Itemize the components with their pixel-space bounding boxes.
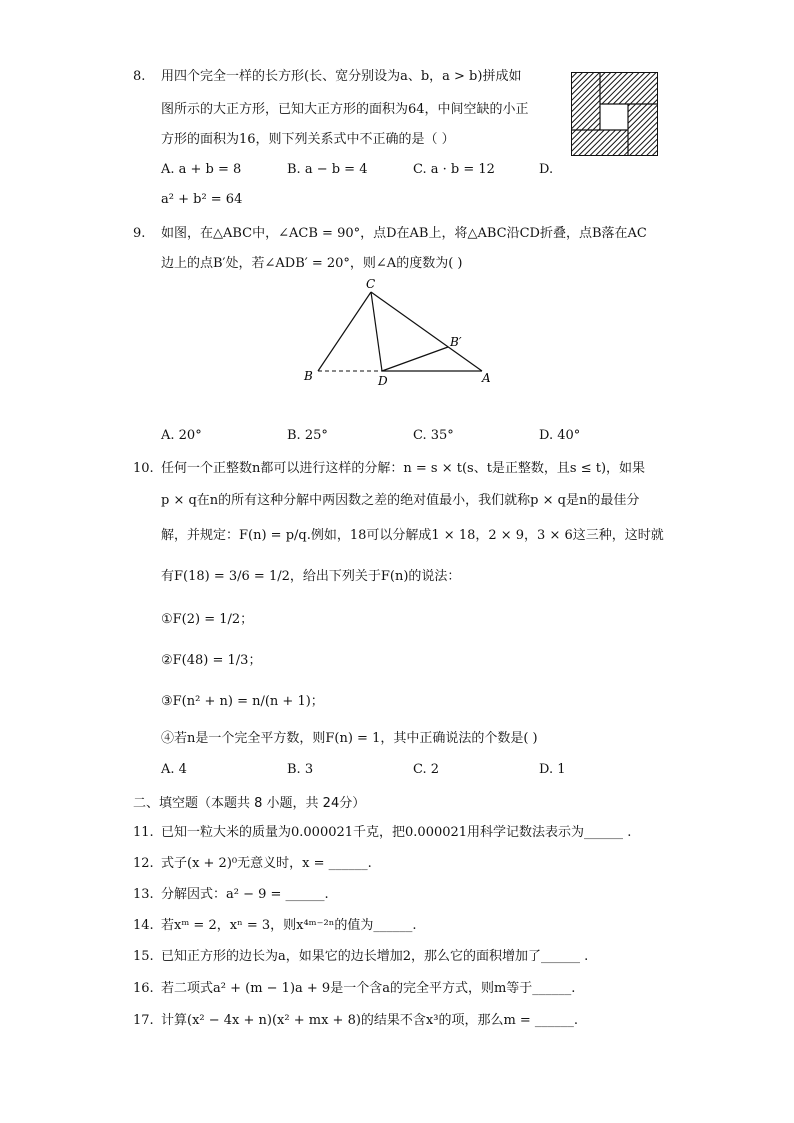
q10-option-a[interactable]: A. 4 [161, 762, 187, 777]
q10-line-2: p × q在n的所有这种分解中两因数之差的绝对值最小，我们就称p × q是n的最佳分 [161, 493, 640, 508]
fill-question-text: 式子(x + 2)⁰无意义时，x = ______. [161, 856, 372, 871]
q10-number: 10. [133, 461, 154, 476]
q8-option-c[interactable]: C. a · b = 12 [413, 162, 495, 177]
q8-option-b[interactable]: B. a − b = 4 [287, 162, 368, 177]
q8-number: 8. [133, 69, 146, 84]
q9-option-d[interactable]: D. 40° [539, 428, 581, 443]
fill-question-number: 11. [133, 825, 154, 840]
q9-option-a[interactable]: A. 20° [161, 428, 202, 443]
q10-option-b[interactable]: B. 3 [287, 762, 314, 777]
q10-line-1: 任何一个正整数n都可以进行这样的分解：n = s × t(s、t是正整数，且s ≤ t)，如果 [161, 461, 646, 476]
label-C: C [366, 277, 376, 291]
q9-line-1: 如图，在△ABC中，∠ACB = 90°，点D在AB上，将△ABC沿CD折叠，点B落在AC [161, 226, 647, 241]
q8-line-2: 图所示的大正方形，已知大正方形的面积为64，中间空缺的小正 [161, 102, 529, 117]
fill-question-number: 15. [133, 949, 154, 964]
label-B: B [304, 369, 313, 383]
q10-statement-4: ④若n是一个完全平方数，则F(n) = 1，其中正确说法的个数是( ) [161, 731, 538, 746]
fill-question-number: 16. [133, 981, 154, 996]
fill-question-text: 已知正方形的边长为a，如果它的边长增加2，那么它的面积增加了______ . [161, 949, 589, 964]
q9-line-2: 边上的点B′处，若∠ADB′ = 20°，则∠A的度数为( ) [161, 256, 463, 271]
segment-CD [371, 292, 382, 371]
q9-option-b[interactable]: B. 25° [287, 428, 328, 443]
label-B-prime: B′ [450, 335, 462, 349]
fill-question-text: 计算(x² − 4x + n)(x² + mx + 8)的结果不含x³的项，那么m = ______. [161, 1013, 579, 1028]
q10-option-d[interactable]: D. 1 [539, 762, 566, 777]
q10-statement-1: ①F(2) = 1/2； [161, 612, 254, 627]
fill-question-text: 若二项式a² + (m − 1)a + 9是一个含a的完全平方式，则m等于______. [161, 981, 576, 996]
fill-question-text: 若xᵐ = 2，xⁿ = 3，则x⁴ᵐ⁻²ⁿ的值为______. [161, 918, 417, 933]
q10-line-4: 有F(18) = 3/6 = 1/2，给出下列关于F(n)的说法： [161, 569, 461, 584]
q9-option-c[interactable]: C. 35° [413, 428, 454, 443]
q10-line-3: 解，并规定：F(n) = p/q.例如，18可以分解成1 × 18，2 × 9，3 × 6这三种，这时就 [161, 528, 664, 543]
segment-DB-prime [382, 347, 448, 371]
fill-question-number: 17. [133, 1013, 154, 1028]
fill-question-number: 13. [133, 887, 154, 902]
section-heading-fill-in: 二、填空题（本题共 8 小题，共 24分） [133, 796, 366, 811]
q8-square-figure [571, 72, 658, 156]
q8-option-a[interactable]: A. a + b = 8 [161, 162, 242, 177]
q10-statement-3: ③F(n² + n) = n/(n + 1)； [161, 694, 324, 709]
segment-CB [318, 292, 371, 371]
label-D: D [378, 374, 388, 388]
fill-question-text: 分解因式：a² − 9 = ______. [161, 887, 329, 902]
segment-CA [371, 292, 482, 371]
fill-question-number: 14. [133, 918, 154, 933]
q8-option-d[interactable]: D. [539, 162, 554, 177]
fill-question-text: 已知一粒大米的质量为0.000021千克，把0.000021用科学记数法表示为______ . [161, 825, 632, 840]
q9-triangle-figure [296, 276, 506, 388]
fill-question-number: 12. [133, 856, 154, 871]
q8-line-3: 方形的面积为16，则下列关系式中不正确的是（ ） [161, 132, 455, 147]
q8-option-d-expr: a² + b² = 64 [161, 192, 243, 207]
q8-line-1: 用四个完全一样的长方形(长、宽分别设为a、b，a > b)拼成如 [161, 69, 522, 84]
label-A: A [482, 371, 491, 385]
q10-option-c[interactable]: C. 2 [413, 762, 440, 777]
q10-statement-2: ②F(48) = 1/3； [161, 653, 262, 668]
q9-number: 9. [133, 226, 146, 241]
